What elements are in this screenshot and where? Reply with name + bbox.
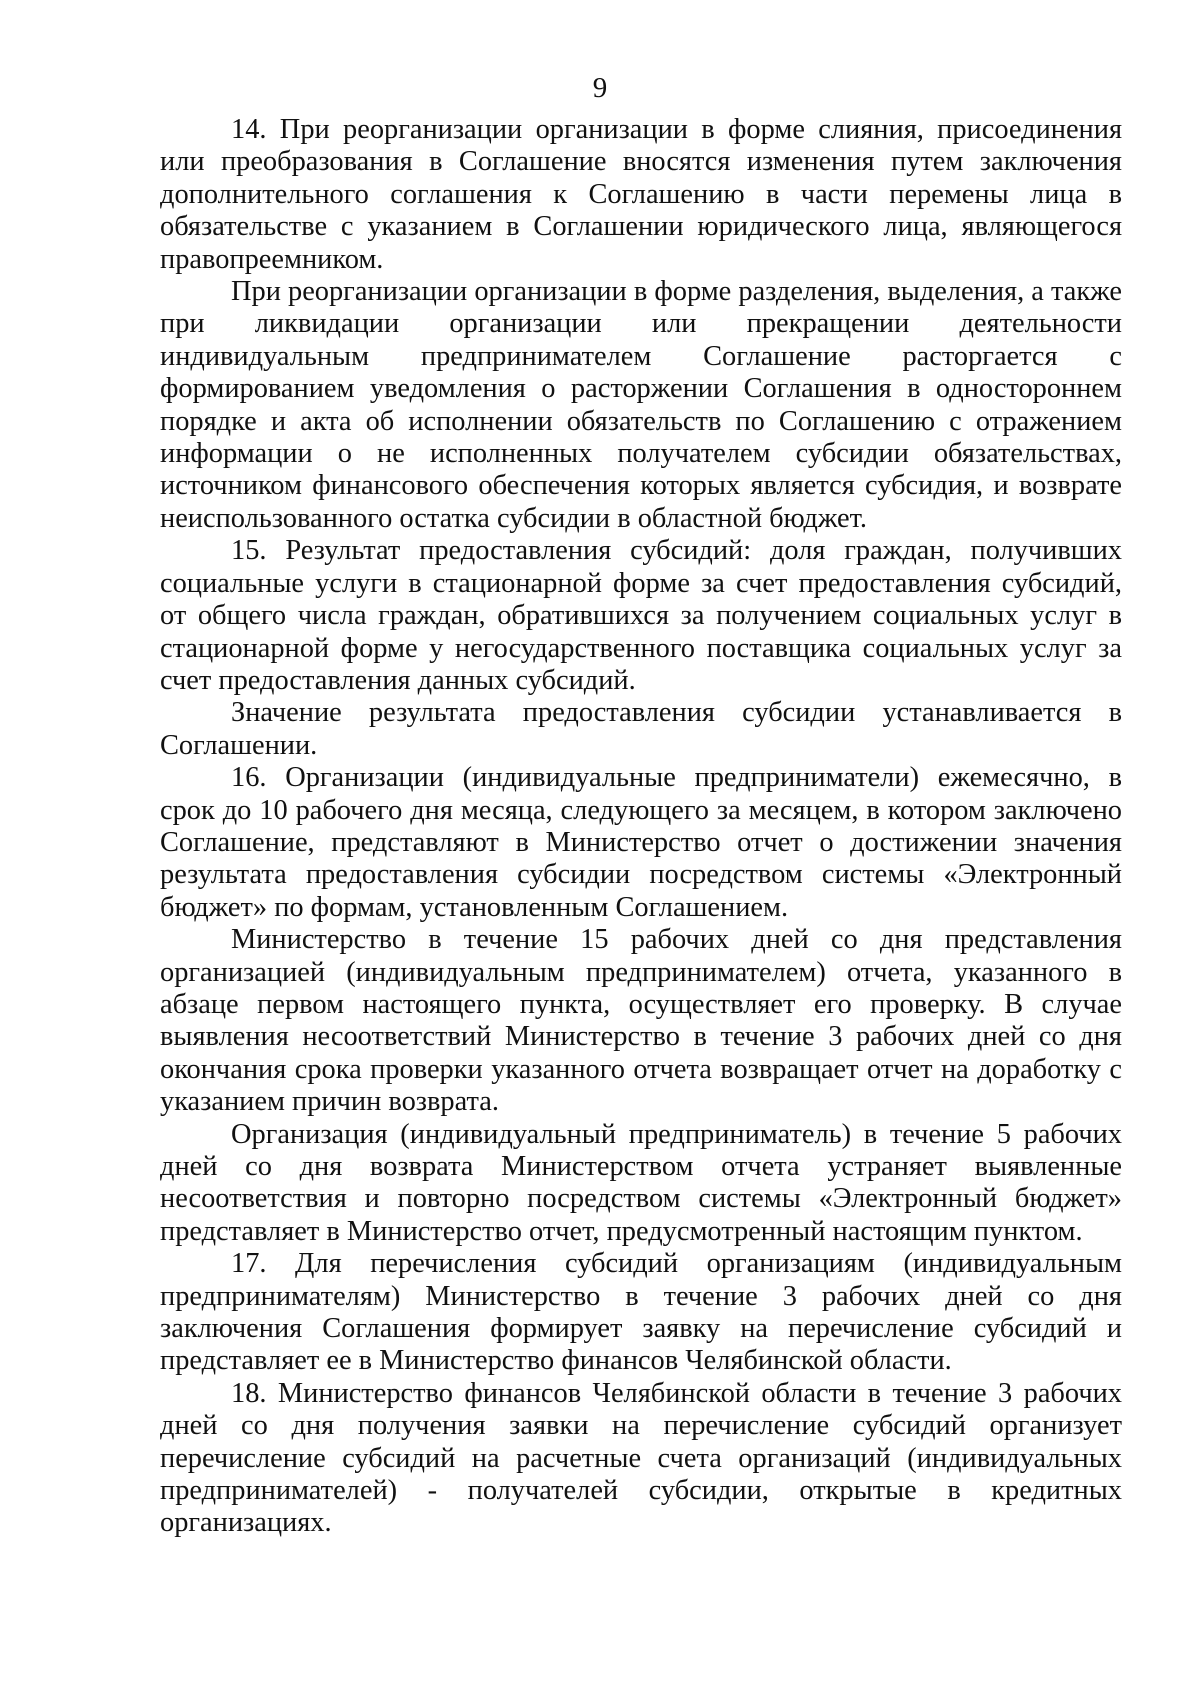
page-number: 9 — [592, 72, 608, 104]
paragraph-15-result-value: Значение результата предоставления субсидии устанавливается в Соглашении. — [160, 697, 1122, 761]
paragraph-17: 17. Для перечисления субсидий организациям (индивидуальным предпринимателям) Министерство в течение 3 рабочих дней со дня заключения Соглашения формирует заявку на перечисление субсидий и представляет ее в Министерство финансов Челябинской области. — [160, 1248, 1122, 1377]
paragraph-14: 14. При реорганизации организации в форме слияния, присоединения или преобразования в Соглашение вносятся изменения путем заключения дополнительного соглашения к Соглашению в части перемены лица в обязательстве с указанием в Соглашении юридического лица, являющегося правопреемником. — [160, 114, 1122, 275]
document-body — [160, 114, 1122, 1540]
paragraph-16-report-check: Министерство в течение 15 рабочих дней со дня представления организацией (индивидуальным предпринимателем) отчета, указанного в абзаце первом настоящего пункта, осуществляет его проверку. В случае выявления несоответствий Министерство в течение 3 рабочих дней со дня окончания срока проверки указанного отчета возвращает отчет на доработку с указанием причин возврата. — [160, 924, 1122, 1118]
paragraph-18: 18. Министерство финансов Челябинской области в течение 3 рабочих дней со дня получения заявки на перечисление субсидий организует перечисление субсидий на расчетные счета организаций (индивидуальных предпринимателей) - получателей субсидии, открытые в кредитных организациях. — [160, 1377, 1122, 1539]
paragraph-16-report-correction: Организация (индивидуальный предприниматель) в течение 5 рабочих дней со дня возврата Министерством отчета устраняет выявленные несоответствия и повторно посредством системы «Электронный бюджет» представляет в Министерство отчет, предусмотренный настоящим пунктом. — [160, 1118, 1122, 1247]
paragraph-15: 15. Результат предоставления субсидий: доля граждан, получивших социальные услуги в стационарной форме за счет предоставления субсидий, от общего числа граждан, обратившихся за получением социальных услуг в стационарной форме у негосударственного поставщика социальных услуг за счет предоставления данных субсидий. — [160, 535, 1122, 696]
paragraph-16: 16. Организации (индивидуальные предприниматели) ежемесячно, в срок до 10 рабочего дня месяца, следующего за месяцем, в котором заключено Соглашение, представляют в Министерство отчет о достижении значения результата предоставления субсидии посредством системы «Электронный бюджет» по формам, установленным Соглашением. — [160, 762, 1122, 923]
paragraph-14-reorganization-split: При реорганизации организации в форме разделения, выделения, а также при ликвидации организации или прекращении деятельности индивидуальным предпринимателем Соглашение расторгается с формированием уведомления о расторжении Соглашения в одностороннем порядке и акта об исполнении обязательств по Соглашению с отражением информации о не исполненных получателем субсидии обязательствах, источником финансового обеспечения которых является субсидия, и возврате неиспользованного остатка субсидии в областной бюджет. — [160, 276, 1122, 534]
